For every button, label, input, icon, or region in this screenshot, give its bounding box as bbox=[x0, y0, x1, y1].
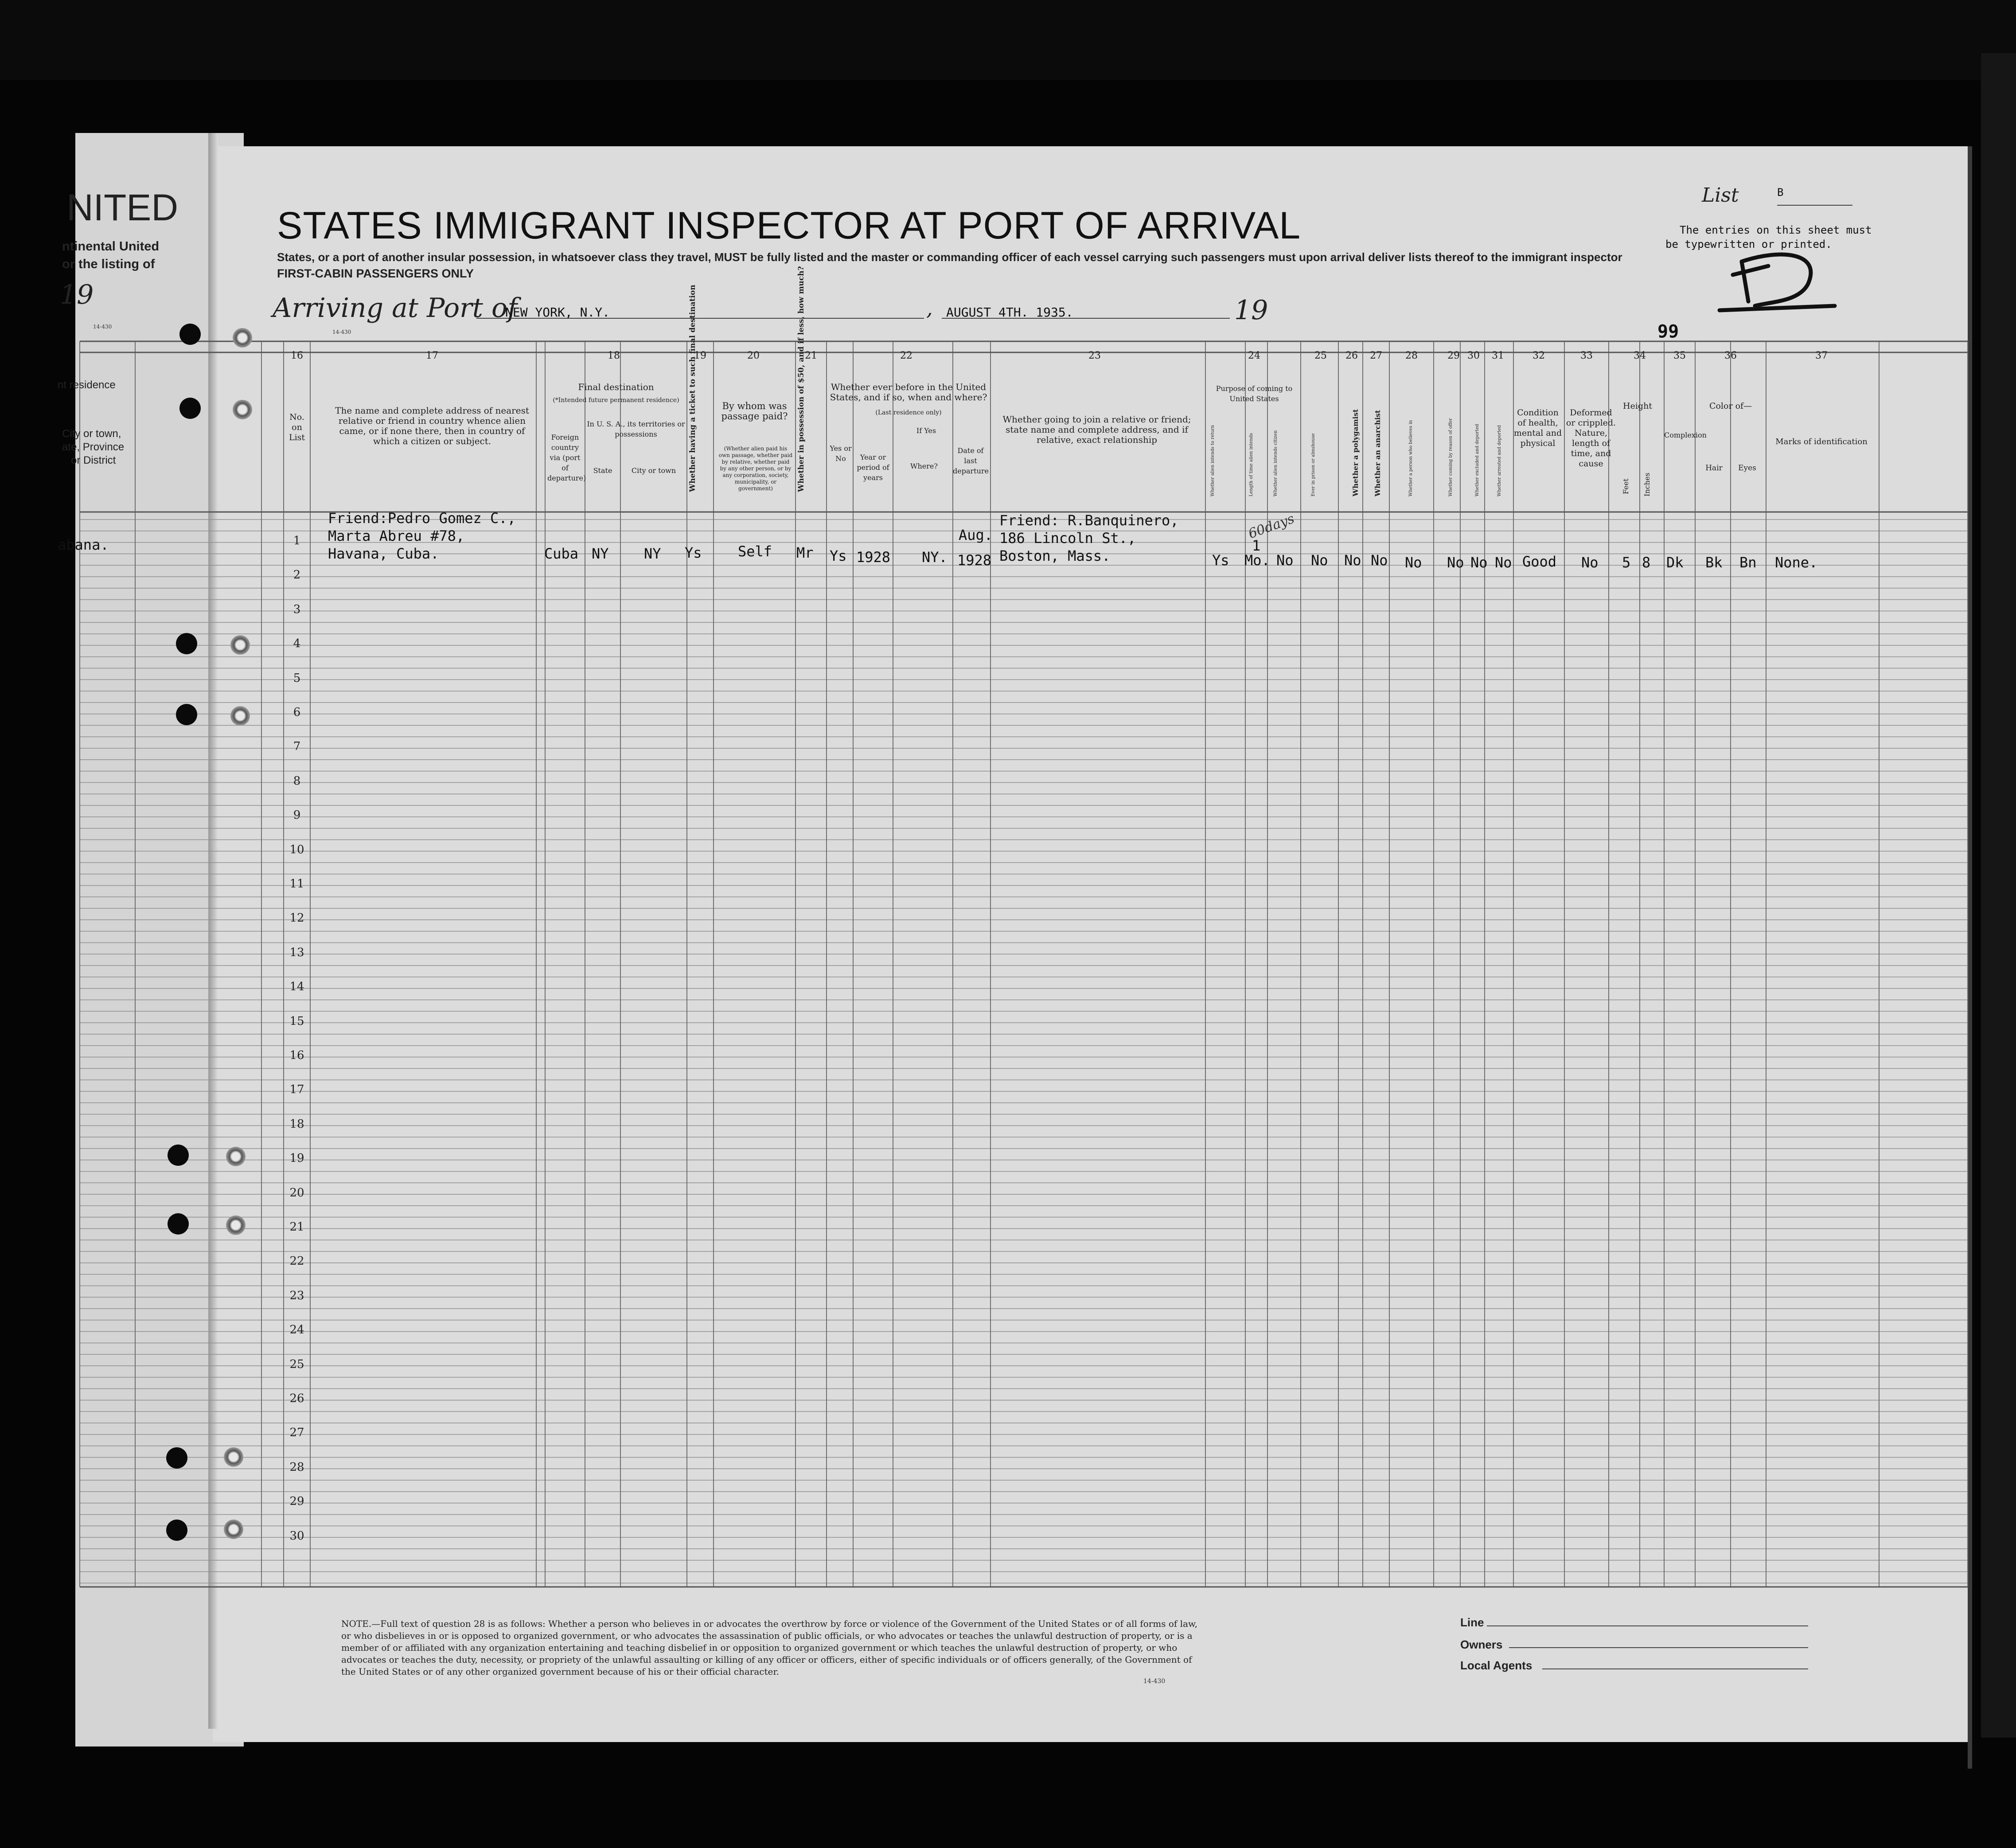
col26-header: Whether a polygamist bbox=[1351, 409, 1360, 496]
row-number: 9 bbox=[293, 809, 301, 822]
row-number: 30 bbox=[289, 1529, 304, 1543]
entry-join-line-2: 186 Lincoln St., bbox=[999, 530, 1136, 547]
col34-header: Height bbox=[1623, 401, 1652, 411]
col18-city: City or town bbox=[631, 466, 676, 475]
entry-city: NY bbox=[644, 545, 661, 562]
col22-yesno: Yes or No bbox=[830, 444, 852, 463]
column-number: 22 bbox=[900, 350, 912, 361]
entry-before-where: NY. bbox=[922, 549, 948, 566]
entry-last-departure-2: 1928 bbox=[957, 552, 992, 569]
col27-header: Whether an anarchist bbox=[1373, 410, 1382, 496]
binder-hole bbox=[226, 1215, 246, 1235]
binder-hole bbox=[179, 324, 201, 345]
date-value: AUGUST 4TH. 1935. bbox=[946, 305, 1073, 320]
stamp-letter-b-mark bbox=[1720, 254, 1835, 310]
left-line-1: ntinental United bbox=[62, 239, 160, 254]
col36-hair: Hair bbox=[1705, 464, 1723, 473]
column-number: 37 bbox=[1815, 350, 1828, 361]
col24-header: Purpose of coming to United States bbox=[1216, 384, 1293, 403]
col21-header: Whether in possession of $50, and if less, how much? bbox=[797, 266, 806, 492]
col18-usa: In U. S. A., its territories or possessions bbox=[587, 420, 685, 438]
col29-header: Whether coming by reason of offer bbox=[1448, 418, 1453, 496]
column-number: 23 bbox=[1088, 350, 1101, 361]
left-row1-city: abana. bbox=[58, 536, 109, 553]
entry-complexion: Dk bbox=[1666, 554, 1684, 571]
col30-header: Whether excluded and deported bbox=[1475, 424, 1480, 496]
col33-header: Deformed or crippled. Nature, length of time, and cause bbox=[1566, 408, 1616, 469]
small-form-code: 14-430 bbox=[332, 329, 351, 335]
binder-hole bbox=[176, 704, 197, 725]
column-number: 31 bbox=[1492, 350, 1504, 361]
binder-hole bbox=[224, 1447, 243, 1467]
owners-label: Owners bbox=[1460, 1638, 1503, 1651]
year-prefix: 19 bbox=[1234, 295, 1268, 326]
entry-relative-line-1: Friend:Pedro Gomez C., bbox=[328, 510, 516, 527]
left-line-2: or the listing of bbox=[62, 257, 155, 271]
row-number: 3 bbox=[293, 602, 301, 616]
row-number: 24 bbox=[289, 1323, 304, 1337]
entry-deformed: No bbox=[1581, 554, 1599, 571]
column-number: 27 bbox=[1370, 350, 1382, 361]
row-number: 2 bbox=[293, 568, 301, 582]
binder-hole bbox=[166, 1520, 187, 1541]
binder-hole bbox=[176, 633, 197, 654]
binder-hole bbox=[230, 706, 250, 726]
column-number: 18 bbox=[608, 350, 620, 361]
col25-header: Ever in prison or almshouse bbox=[1311, 433, 1316, 496]
row-number: 6 bbox=[293, 706, 301, 719]
column-number: 32 bbox=[1532, 350, 1545, 361]
entry-labor-offer: No bbox=[1447, 554, 1464, 571]
column-number: 21 bbox=[805, 350, 817, 361]
col22-where: Where? bbox=[910, 462, 938, 470]
typed-notice-2: be typewritten or printed. bbox=[1665, 238, 1832, 250]
col34-feet: Feet bbox=[1622, 478, 1630, 494]
entry-prison: No bbox=[1311, 552, 1328, 569]
entry-join-line-3: Boston, Mass. bbox=[999, 547, 1111, 564]
entry-money: Mr bbox=[796, 544, 814, 561]
col35-header: Complexion bbox=[1664, 431, 1707, 439]
arriving-label: Arriving at Port of bbox=[273, 293, 518, 324]
col32-header: Condition of health, mental and physical bbox=[1513, 408, 1562, 448]
entry-hair: Bk bbox=[1705, 554, 1723, 571]
col22-ifyes: If Yes bbox=[916, 426, 936, 435]
entry-anarchist: No bbox=[1371, 552, 1388, 569]
col18-subheader: (*Intended future permanent residence) bbox=[553, 397, 679, 404]
column-number: 26 bbox=[1345, 350, 1358, 361]
column-number: 28 bbox=[1405, 350, 1418, 361]
column-number: 20 bbox=[747, 350, 760, 361]
entry-arrested: No bbox=[1495, 554, 1512, 571]
binder-hole bbox=[224, 1520, 243, 1539]
col18-state: State bbox=[593, 466, 612, 475]
left-year: 19 bbox=[60, 279, 94, 310]
row-number: 23 bbox=[289, 1289, 304, 1302]
column-number: 19 bbox=[694, 350, 706, 361]
binder-hole bbox=[233, 400, 252, 419]
col22-header: Whether ever before in the United States, and if so, when and where? bbox=[830, 382, 987, 402]
footer-form-code: 14-430 bbox=[1143, 1678, 1166, 1685]
left-city-header-3: or District bbox=[71, 454, 116, 466]
entry-return-intent: Ys bbox=[1212, 552, 1229, 569]
column-number: 25 bbox=[1314, 350, 1327, 361]
entry-marks: None. bbox=[1775, 554, 1818, 571]
row-number: 1 bbox=[293, 534, 301, 547]
col28-header: Whether a person who believes in bbox=[1408, 420, 1413, 496]
row-number: 26 bbox=[289, 1392, 304, 1405]
binder-hole bbox=[166, 1447, 187, 1469]
col20-subheader: (Whether alien paid his own passage, whether paid by relative, whether paid by any other person, or by any corporation, society, municipality, or government) bbox=[718, 445, 793, 492]
entry-relative-line-2: Marta Abreu #78, bbox=[328, 527, 465, 544]
footnote-question-28: NOTE.—Full text of question 28 is as follows: Whether a person who believes in or advocates the overthrow by force or violence of the Government of the United States or of all forms of law, or who disbelieves in or is opposed to organized government, or who advocates the assassination of public officials, or who advocates or teaches the unlawful destruction of property, or is a member of or affiliated with any organization entertaining and teaching disbelief in or opposition to organized government or which teaches the unlawful destruction of property, or who advocates or teaches the duty, necessity, or propriety of the unlawful assaulting or killing of any officer or officers, either of specific individuals or of officers generally, of the Government of the United States or of any other organized government because of his or their official character. bbox=[341, 1618, 1198, 1677]
col22-year: Year or period of years bbox=[857, 453, 889, 482]
row-number: 10 bbox=[289, 843, 304, 856]
header-subline-1: States, or a port of another insular possession, in whatsoever class they travel, MUST be fully listed and the master or commanding officer of each vessel carrying such passengers must upon arrival deliver lists thereof to the immigrant inspector bbox=[277, 250, 1622, 264]
col37-header: Marks of identification bbox=[1775, 437, 1868, 446]
col19-header: Whether having a ticket to such final destination bbox=[688, 285, 697, 492]
port-value: NEW YORK, N.Y. bbox=[505, 305, 610, 320]
col22-subheader: (Last residence only) bbox=[875, 409, 942, 416]
column-number: 34 bbox=[1634, 350, 1646, 361]
entry-before-yesno: Ys bbox=[830, 547, 847, 564]
row-number: 28 bbox=[289, 1460, 304, 1474]
entry-stay-length-2: Mo. bbox=[1244, 552, 1270, 569]
row-number: 29 bbox=[289, 1495, 304, 1508]
col36-header: Color of— bbox=[1709, 401, 1752, 411]
row-number: 19 bbox=[289, 1152, 304, 1165]
typed-notice-1: The entries on this sheet must bbox=[1680, 224, 1872, 236]
row-number: 22 bbox=[289, 1254, 304, 1268]
entry-health: Good bbox=[1522, 553, 1557, 570]
binder-hole bbox=[233, 328, 252, 348]
entry-excluded: No bbox=[1470, 554, 1488, 571]
left-city-header-1: City or town, bbox=[62, 428, 121, 440]
binder-hole bbox=[230, 635, 250, 655]
row-number: 7 bbox=[293, 740, 301, 754]
row-number: 5 bbox=[293, 671, 301, 685]
col17-header: The name and complete address of nearest relative or friend in country whence alien came, or if none there, then in country of which a citizen or subject. bbox=[335, 405, 529, 446]
row-number: 27 bbox=[289, 1426, 304, 1440]
col20-header: By whom was passage paid? bbox=[721, 401, 788, 422]
binder-hole bbox=[168, 1213, 189, 1235]
entry-feet: 5 bbox=[1622, 554, 1631, 571]
column-number: 29 bbox=[1447, 350, 1460, 361]
column-number: 16 bbox=[291, 350, 303, 361]
line-label: Line bbox=[1460, 1616, 1484, 1629]
list-value: B bbox=[1777, 186, 1784, 199]
col31-header: Whether arrested and deported bbox=[1497, 425, 1502, 496]
left-code: 14-430 bbox=[93, 324, 112, 330]
binder-hole bbox=[179, 398, 201, 419]
col18-foreign: Foreign country via (port of departure) bbox=[547, 433, 586, 482]
entry-ticket: Ys bbox=[685, 544, 702, 561]
list-label: List bbox=[1702, 184, 1739, 207]
row-number: 14 bbox=[289, 980, 304, 994]
entry-eyes: Bn bbox=[1739, 554, 1757, 571]
binder-hole bbox=[226, 1147, 246, 1166]
entry-overthrow: No bbox=[1405, 554, 1422, 571]
column-number: 35 bbox=[1673, 350, 1686, 361]
row-number: 13 bbox=[289, 945, 304, 959]
col24-citizen-header: Whether alien intends citizen bbox=[1273, 430, 1278, 496]
col22-date: Date of last departure bbox=[953, 446, 989, 475]
header-subline-2: FIRST-CABIN PASSENGERS ONLY bbox=[277, 267, 474, 280]
column-number: 30 bbox=[1467, 350, 1480, 361]
column-number: 17 bbox=[426, 350, 438, 361]
entry-inches: 8 bbox=[1642, 554, 1651, 571]
entry-join-line-1: Friend: R.Banquinero, bbox=[999, 512, 1179, 529]
entry-foreign-country: Cuba bbox=[544, 545, 579, 562]
row-number: 20 bbox=[289, 1186, 304, 1199]
entry-paid-by: Self bbox=[738, 543, 772, 560]
entry-polygamist: No bbox=[1344, 552, 1361, 569]
left-residence-header: nt residence bbox=[58, 379, 116, 391]
entry-before-year: 1928 bbox=[856, 549, 891, 566]
row-number: 25 bbox=[289, 1357, 304, 1371]
col34-inches: Inches bbox=[1643, 473, 1651, 496]
col18-header: Final destination bbox=[578, 382, 654, 392]
row-number: 16 bbox=[289, 1049, 304, 1062]
col23-header: Whether going to join a relative or friend; state name and complete address, and if relative, exact relationship bbox=[1002, 414, 1191, 445]
entry-citizen: No bbox=[1276, 552, 1294, 569]
column-number: 36 bbox=[1724, 350, 1737, 361]
entry-last-departure-1: Aug. bbox=[959, 527, 993, 543]
comma-separator: , bbox=[926, 296, 933, 320]
col16-header: No. on List bbox=[289, 412, 305, 442]
page-title: STATES IMMIGRANT INSPECTOR AT PORT OF ARRIVAL bbox=[277, 204, 1301, 247]
entry-stay-handwritten: 60days bbox=[1246, 511, 1297, 542]
row-number: 15 bbox=[289, 1014, 304, 1028]
col24-return-header: Whether alien intends to return bbox=[1210, 425, 1215, 496]
binder-hole bbox=[168, 1145, 189, 1166]
row-number: 12 bbox=[289, 911, 304, 925]
local-agents-label: Local Agents bbox=[1460, 1659, 1532, 1672]
col36-eyes: Eyes bbox=[1738, 464, 1756, 473]
page-number: 99 bbox=[1657, 321, 1679, 342]
row-number: 17 bbox=[289, 1083, 304, 1097]
column-number: 33 bbox=[1580, 350, 1593, 361]
entry-relative-line-3: Havana, Cuba. bbox=[328, 545, 439, 562]
row-number: 8 bbox=[293, 774, 301, 788]
row-number: 21 bbox=[289, 1220, 304, 1234]
row-number: 4 bbox=[293, 637, 301, 651]
row-number: 11 bbox=[289, 877, 304, 891]
column-number: 24 bbox=[1248, 350, 1260, 361]
col24-length-header: Length of time alien intends bbox=[1249, 433, 1254, 496]
left-city-header-2: ate, Province bbox=[62, 441, 125, 453]
entry-state: NY bbox=[592, 545, 609, 562]
left-title-fragment: NITED bbox=[66, 187, 178, 228]
entry-stay-length-1: 1 bbox=[1252, 537, 1261, 554]
row-number: 18 bbox=[289, 1117, 304, 1131]
